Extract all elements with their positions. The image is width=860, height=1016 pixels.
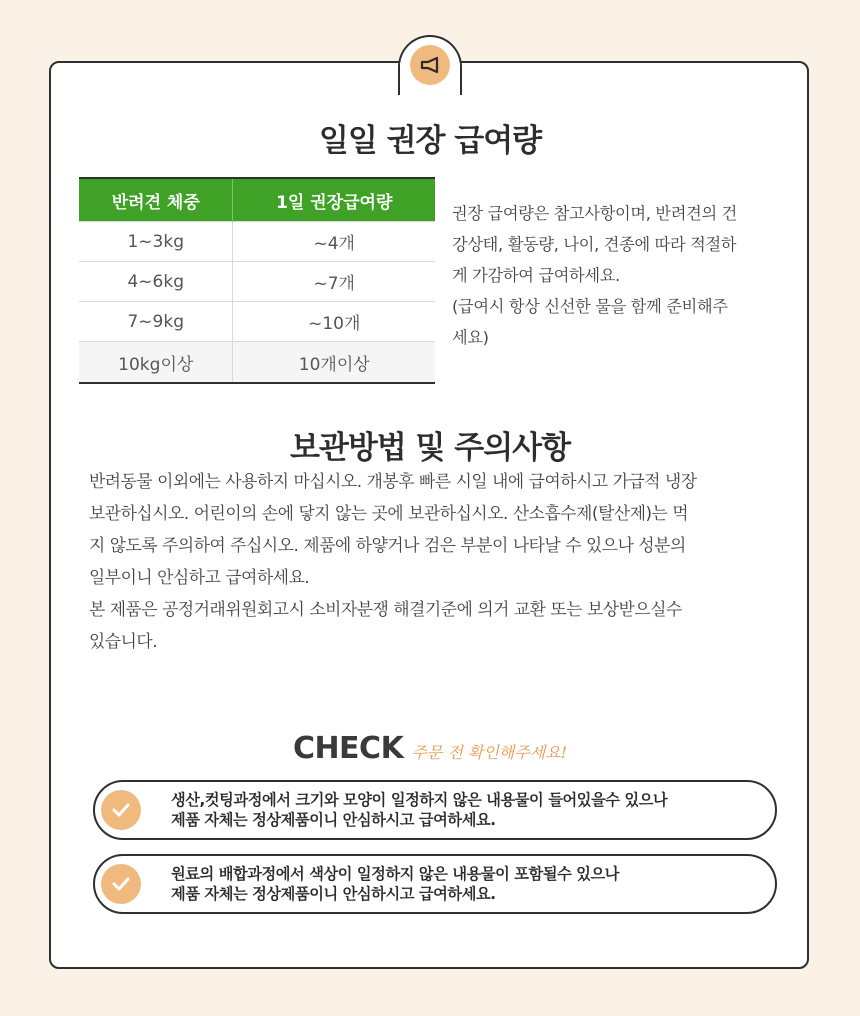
- check-item: [93, 780, 777, 840]
- check-item-line: 제품 자체는 정상제품이니 안심하시고 급여하세요.: [171, 885, 496, 903]
- table-header: 반려견 체중: [79, 178, 233, 222]
- storage-line: 일부이니 안심하고 급여하세요.: [89, 567, 310, 587]
- weight-cell: 1~3kg: [79, 222, 233, 262]
- checkmark-icon: [101, 790, 141, 830]
- note-line: 세요): [452, 328, 489, 347]
- storage-title: 보관방법 및 주의사항: [289, 430, 571, 466]
- feeding-table: [79, 177, 435, 384]
- storage-line: 반려동물 이외에는 사용하지 마십시오. 개봉후 빠른 시일 내에 급여하시고 가급적 냉장: [89, 471, 697, 491]
- table-row: [79, 342, 435, 384]
- feeding-title: 일일 권장 급여량: [318, 123, 542, 159]
- weight-cell: 10kg이상: [79, 342, 233, 384]
- checkmark-icon: [101, 864, 141, 904]
- storage-line: 지 않도록 주의하여 주십시오. 제품에 하얗거나 검은 부분이 나타날 수 있으나 성분의: [89, 535, 686, 555]
- table-row: [79, 302, 435, 342]
- check-item-text: [171, 864, 619, 904]
- amount-cell: ~10개: [233, 302, 435, 342]
- check-item-line: 생산,컷팅과정에서 크기와 모양이 일정하지 않은 내용물이 들어있을수 있으나: [171, 791, 668, 809]
- check-title: CHECK: [292, 731, 404, 766]
- storage-text: [89, 465, 779, 657]
- weight-cell: 7~9kg: [79, 302, 233, 342]
- feeding-note: [452, 198, 792, 353]
- storage-line: 본 제품은 공정거래위원회고시 소비자분쟁 해결기준에 의거 교환 또는 보상받으실수: [89, 599, 682, 619]
- note-line: 권장 급여량은 참고사항이며, 반려견의 건: [452, 204, 737, 223]
- amount-cell: ~4개: [233, 222, 435, 262]
- note-line: (급여시 항상 신선한 물을 함께 준비해주: [452, 297, 728, 316]
- check-item-text: [171, 790, 667, 830]
- storage-line: 보관하십시오. 어린이의 손에 닿지 않는 곳에 보관하십시오. 산소흡수제(탈산제)는 먹: [89, 503, 689, 523]
- note-line: 게 가감하여 급여하세요.: [452, 266, 620, 285]
- storage-line: 있습니다.: [89, 631, 158, 651]
- table-row: [79, 222, 435, 262]
- check-heading: [0, 731, 860, 766]
- megaphone-icon: [410, 45, 450, 85]
- note-line: 강상태, 활동량, 나이, 견종에 따라 적절하: [452, 235, 737, 254]
- weight-cell: 4~6kg: [79, 262, 233, 302]
- table-header: 1일 권장급여량: [233, 178, 435, 222]
- amount-cell: ~7개: [233, 262, 435, 302]
- check-item-line: 원료의 배합과정에서 색상이 일정하지 않은 내용물이 포함될수 있으나: [171, 865, 620, 883]
- check-item: [93, 854, 777, 914]
- amount-cell: 10개이상: [233, 342, 435, 384]
- check-subtitle: 주문 전 확인해주세요!: [411, 743, 568, 762]
- table-row: [79, 262, 435, 302]
- check-item-line: 제품 자체는 정상제품이니 안심하시고 급여하세요.: [171, 811, 496, 829]
